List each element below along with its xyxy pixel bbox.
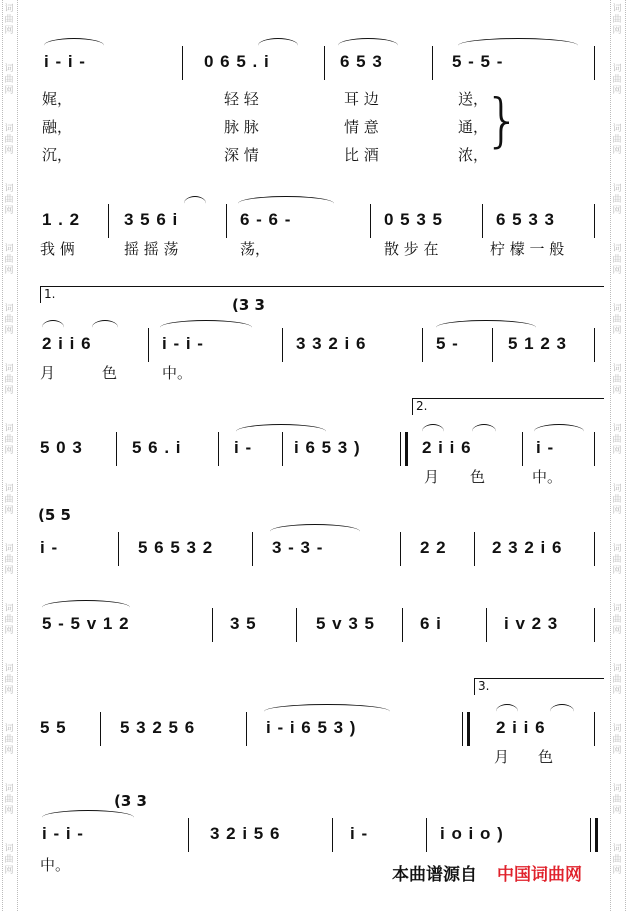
barline [118, 532, 119, 566]
slur [42, 810, 134, 825]
measure: 2 i i 6 [422, 438, 472, 457]
barline [182, 46, 183, 80]
slur [258, 38, 298, 53]
barline [108, 204, 109, 238]
source-label: 本曲谱源自 [392, 865, 477, 885]
final-barline [590, 818, 598, 852]
slur [92, 320, 118, 335]
measure: 6 - 6 - [240, 210, 292, 229]
lyric: 中。 [162, 364, 193, 382]
measure: 2 i i 6 [42, 334, 92, 353]
measure: 1 . 2 [42, 210, 81, 229]
barline [474, 532, 475, 566]
measure: 5 5 [40, 718, 67, 737]
measure: 0 6 5 . i [204, 52, 270, 71]
watermark-text: 词 曲 网 [4, 244, 14, 276]
lyric: 月 [424, 468, 440, 486]
lyric: 情 意 [344, 118, 379, 136]
measure: 5 - 5 - [452, 52, 504, 71]
barline [426, 818, 427, 852]
barline [116, 432, 117, 466]
lyric: 融， [42, 118, 73, 136]
lyric: 色 [470, 468, 486, 486]
watermark-text: 词 曲 网 [612, 4, 622, 36]
watermark-text: 词 曲 网 [4, 424, 14, 456]
watermark-text: 词 曲 网 [612, 544, 622, 576]
barline [296, 608, 297, 642]
barline [594, 204, 595, 238]
slur [422, 424, 444, 439]
barline [332, 818, 333, 852]
slur [42, 320, 64, 335]
measure: i - [350, 824, 369, 843]
lyric: 送， [458, 90, 489, 108]
measure: i - i - [162, 334, 204, 353]
watermark-text: 词 曲 网 [612, 724, 622, 756]
slur [160, 320, 252, 335]
lyric: 中。 [40, 856, 71, 874]
watermark-text: 词 曲 网 [4, 844, 14, 876]
source-footer [392, 860, 582, 885]
barline [226, 204, 227, 238]
watermark-text: 词 曲 网 [612, 664, 622, 696]
measure: 6 5 3 [340, 52, 383, 71]
measure: i - [40, 538, 59, 557]
slur [184, 196, 206, 211]
volta-bracket [474, 678, 604, 695]
watermark-text: 词 曲 网 [4, 604, 14, 636]
repeat-barline [400, 432, 408, 466]
barline [486, 608, 487, 642]
lyric: 轻 轻 [224, 90, 259, 108]
lyric: 摇 摇 荡 [124, 240, 179, 258]
barline [594, 532, 595, 566]
watermark-text: 词 曲 网 [612, 364, 622, 396]
barline [594, 46, 595, 80]
watermark-text: 词 曲 网 [4, 544, 14, 576]
barline [400, 532, 401, 566]
lyric: 中。 [532, 468, 563, 486]
slur [236, 424, 326, 439]
measure: 5 v 3 5 [316, 614, 375, 633]
measure: 5 - 5 v 1 2 [42, 614, 130, 633]
barline [188, 818, 189, 852]
watermark-text: 词 曲 网 [612, 124, 622, 156]
barline [594, 432, 595, 466]
barline [492, 328, 493, 362]
slur [436, 320, 536, 335]
slur [338, 38, 398, 53]
measure: 3 3 2 i 6 [296, 334, 367, 353]
measure: i - [536, 438, 555, 457]
measure: 5 0 3 [40, 438, 83, 457]
measure: 5 6 . i [132, 438, 182, 457]
barline [324, 46, 325, 80]
watermark-text: 词 曲 网 [612, 244, 622, 276]
barline [252, 532, 253, 566]
lyric: 色 [538, 748, 554, 766]
watermark-text: 词 曲 网 [612, 844, 622, 876]
barline [246, 712, 247, 746]
measure: 5 6 5 3 2 [138, 538, 214, 557]
measure: 3 5 [230, 614, 257, 633]
measure: i 6 5 3 ) [294, 438, 361, 457]
measure: i - i - [42, 824, 84, 843]
barline [594, 608, 595, 642]
watermark-text: 词 曲 网 [4, 184, 14, 216]
slur [44, 38, 104, 53]
watermark-text: 词 曲 网 [612, 304, 622, 336]
watermark-text: 词 曲 网 [612, 484, 622, 516]
watermark-text: 词 曲 网 [4, 364, 14, 396]
lyric: 脉 脉 [224, 118, 259, 136]
barline [148, 328, 149, 362]
lyric: 浓， [458, 146, 489, 164]
verse-brace: } [484, 86, 521, 154]
watermark-text: 词 曲 网 [612, 604, 622, 636]
barline [402, 608, 403, 642]
barline [282, 328, 283, 362]
measure: i - i 6 5 3 ) [266, 718, 357, 737]
lyric: 柠 檬 一 般 [490, 240, 565, 258]
measure: 5 - [436, 334, 459, 353]
lyric: 我 俩 [40, 240, 75, 258]
barline [594, 712, 595, 746]
barline [370, 204, 371, 238]
barline [482, 204, 483, 238]
measure: i - i - [44, 52, 86, 71]
slur [264, 704, 390, 719]
watermark-text: 词 曲 网 [4, 304, 14, 336]
grace-notes: (3 3 [114, 792, 147, 810]
measure: 5 1 2 3 [508, 334, 567, 353]
barline [100, 712, 101, 746]
watermark-text: 词 曲 网 [4, 64, 14, 96]
slur [42, 600, 130, 615]
repeat-barline [462, 712, 470, 746]
slur [238, 196, 334, 211]
slur [270, 524, 360, 539]
barline [218, 432, 219, 466]
slur [458, 38, 578, 53]
measure: 6 5 3 3 [496, 210, 555, 229]
watermark-text: 词 曲 网 [4, 784, 14, 816]
lyric: 通， [458, 118, 489, 136]
measure: 3 - 3 - [272, 538, 324, 557]
lyric: 比 酒 [344, 146, 379, 164]
measure: 3 2 i 5 6 [210, 824, 281, 843]
volta-bracket [412, 398, 604, 415]
barline [422, 328, 423, 362]
measure: 2 2 [420, 538, 447, 557]
slur [496, 704, 518, 719]
lyric: 散 步 在 [384, 240, 439, 258]
watermark-text: 词 曲 网 [612, 784, 622, 816]
lyric: 荡， [240, 240, 271, 258]
volta-bracket [40, 286, 604, 303]
watermark-text: 词 曲 网 [4, 124, 14, 156]
watermark-text: 词 曲 网 [4, 664, 14, 696]
volta-label: 3. [478, 679, 490, 693]
lyric: 娓， [42, 90, 73, 108]
watermark-text: 词 曲 网 [4, 484, 14, 516]
watermark-text: 词 曲 网 [612, 64, 622, 96]
barline [522, 432, 523, 466]
lyric: 月 [494, 748, 510, 766]
lyric: 沉， [42, 146, 73, 164]
grace-notes: (3 3 [232, 296, 265, 314]
watermark-text: 词 曲 网 [4, 4, 14, 36]
measure: i v 2 3 [504, 614, 559, 633]
source-site-link[interactable]: 中国词曲网 [497, 865, 582, 885]
lyric: 耳 边 [344, 90, 379, 108]
measure: 2 3 2 i 6 [492, 538, 563, 557]
measure: 6 i [420, 614, 442, 633]
lyric: 深 情 [224, 146, 259, 164]
watermark-text: 词 曲 网 [612, 424, 622, 456]
barline [594, 328, 595, 362]
volta-label: 2. [416, 399, 428, 413]
watermark-text: 词 曲 网 [4, 724, 14, 756]
grace-notes: (5 5 [38, 506, 71, 524]
measure: i o i o ) [440, 824, 504, 843]
slur [534, 424, 584, 439]
lyric: 月 [40, 364, 56, 382]
slur [472, 424, 496, 439]
lyric: 色 [102, 364, 118, 382]
volta-label: 1. [44, 287, 56, 301]
measure: 0 5 3 5 [384, 210, 443, 229]
measure: i - [234, 438, 253, 457]
watermark-text: 词 曲 网 [612, 184, 622, 216]
measure: 2 i i 6 [496, 718, 546, 737]
measure: 5 3 2 5 6 [120, 718, 196, 737]
barline [282, 432, 283, 466]
measure: 3 5 6 i [124, 210, 179, 229]
barline [432, 46, 433, 80]
barline [212, 608, 213, 642]
slur [550, 704, 574, 719]
